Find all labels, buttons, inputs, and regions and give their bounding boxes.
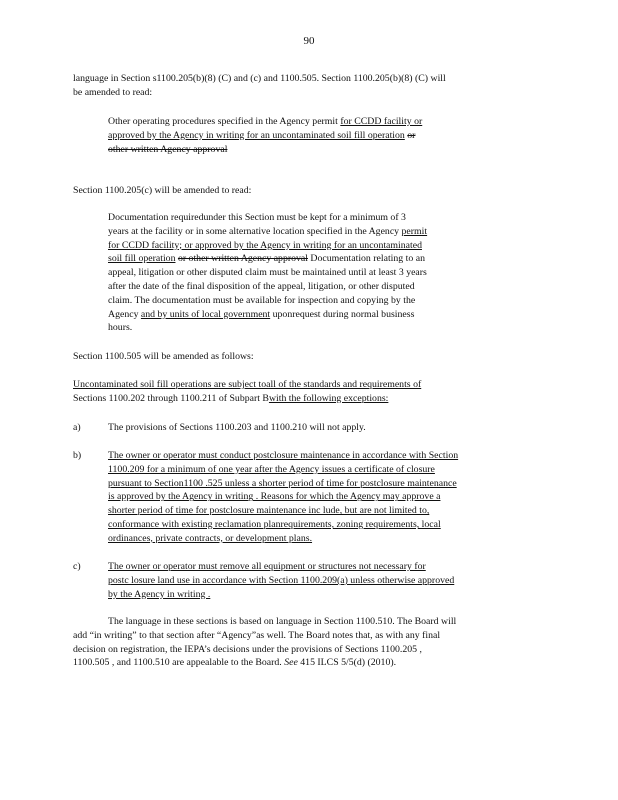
- text-line: [73, 378, 421, 392]
- text-run: 1100.505 , and 1100.510 are appealable to the Board.: [73, 657, 285, 669]
- text-line: [108, 266, 427, 280]
- text-run: 415 ILCS 5/5(d) (2010).: [297, 657, 397, 669]
- text-line: [108, 211, 427, 225]
- list-text: [108, 449, 458, 546]
- text-line: 1100.209 for a minimum of one year after the Agency issues a certificate of closure: [108, 463, 435, 475]
- list-label: a): [73, 422, 81, 433]
- text-run: appeal, litigation or other disputed claim must be maintained until at least 3 years: [108, 267, 427, 279]
- inserted-text: permit: [401, 225, 428, 237]
- text-line: [108, 143, 422, 157]
- text-run: uponrequest during normal business: [270, 308, 415, 320]
- text-line: [108, 115, 422, 129]
- inserted-text: for CCDD facility; or approved by the Agency in writing for an uncontaminated: [108, 239, 422, 251]
- struck-text: or other written Agency approval: [177, 253, 308, 265]
- closing-paragraph: [73, 615, 456, 670]
- text-line: language in Section s1100.205(b)(8) (C) and (c) and 1100.505. Section 1100.205(b)(8) (C) will: [73, 73, 446, 84]
- amended-paragraph: [73, 378, 421, 406]
- text-run: Agency: [108, 308, 141, 320]
- text-line: shorter period of time for postclosure maintenance inc lude, but are not limited to,: [108, 505, 430, 517]
- text-line: [108, 280, 427, 294]
- struck-text: other written Agency approval: [108, 143, 228, 155]
- text-run: years at the facility or in some alternative location specified in the Agency: [108, 225, 402, 237]
- text-run: Other operating procedures specified in the Agency permit: [108, 116, 341, 127]
- inserted-text: approved by the Agency in writing for an uncontaminated soil fill operation: [108, 129, 405, 141]
- text-line: The owner or operator must remove all equipment or structures not necessary for: [108, 561, 426, 572]
- text-line: [108, 225, 427, 239]
- list-item-b: [73, 449, 458, 546]
- text-run: Documentation requiredunder this Section must be kept for a minimum of 3: [108, 212, 406, 223]
- text-line: [108, 294, 427, 308]
- inserted-text: with the following exceptions:: [268, 392, 389, 404]
- text-line: postc losure land use in accordance with Section 1100.209(a) unless otherwise approved: [108, 574, 455, 586]
- inserted-text: and by units of local government: [140, 308, 271, 320]
- text-line: [108, 252, 427, 266]
- list-text: The provisions of Sections 1100.203 and 1100.210 will not apply.: [108, 422, 366, 433]
- text-run: Sections 1100.202 through 1100.211 of Subpart B: [73, 392, 269, 404]
- block-quote-2: [108, 211, 427, 335]
- text-line: The language in these sections is based on language in Section 1100.510. The Board will: [108, 616, 457, 627]
- intro-paragraph: [73, 72, 446, 100]
- text-line: The owner or operator must conduct postclosure maintenance in accordance with Section: [108, 450, 459, 461]
- list-label: b): [73, 450, 82, 461]
- struck-text: or: [407, 129, 416, 141]
- text-line: by the Agency in writing .: [108, 588, 211, 600]
- text-line: [108, 321, 427, 335]
- section-heading-1100-505: Section 1100.505 will be amended as follows:: [73, 351, 254, 362]
- text-line: ordinances, private contracts, or development plans.: [108, 532, 313, 544]
- section-heading-1100-205c: Section 1100.205(c) will be amended to read:: [73, 185, 252, 196]
- text-run: after the date of the final disposition of the appeal, litigation, or other disputed: [108, 280, 415, 292]
- page-number: 90: [303, 35, 315, 47]
- text-line: conformance with existing reclamation planrequirements, zoning requirements, local: [108, 518, 441, 530]
- inserted-text: Uncontaminated soil fill operations are subject toall of the standards and requirements of: [73, 379, 422, 390]
- text-line: add “in writing” to that section after “Agency”as well. The Board notes that, as with any final: [73, 629, 441, 641]
- text-run: claim. The documentation must be available for inspection and copying by the: [108, 294, 416, 306]
- text-run: hours.: [108, 322, 133, 334]
- text-run: Documentation relating to an: [307, 253, 425, 265]
- text-line: [73, 656, 456, 670]
- text-line: pursuant to Section1100 .525 unless a shorter period of time for postclosure maintenance: [108, 477, 457, 489]
- text-line: is approved by the Agency in writing . Reasons for which the Agency may approve a: [108, 491, 441, 503]
- citation-signal: See: [284, 657, 298, 669]
- list-text: [108, 560, 454, 601]
- inserted-text: soil fill operation: [108, 253, 176, 265]
- text-line: [108, 129, 422, 143]
- text-line: [108, 239, 427, 253]
- text-line: [108, 308, 427, 322]
- text-line: be amended to read:: [73, 86, 153, 98]
- list-item-c: [73, 560, 454, 601]
- text-line: [73, 392, 421, 406]
- list-label: c): [73, 561, 81, 572]
- text-line: decision on registration, the IEPA’s decisions under the provisions of Sections 1100.205 ,: [73, 643, 422, 655]
- inserted-text: for CCDD facility or: [340, 116, 423, 127]
- block-quote-1: [108, 115, 422, 156]
